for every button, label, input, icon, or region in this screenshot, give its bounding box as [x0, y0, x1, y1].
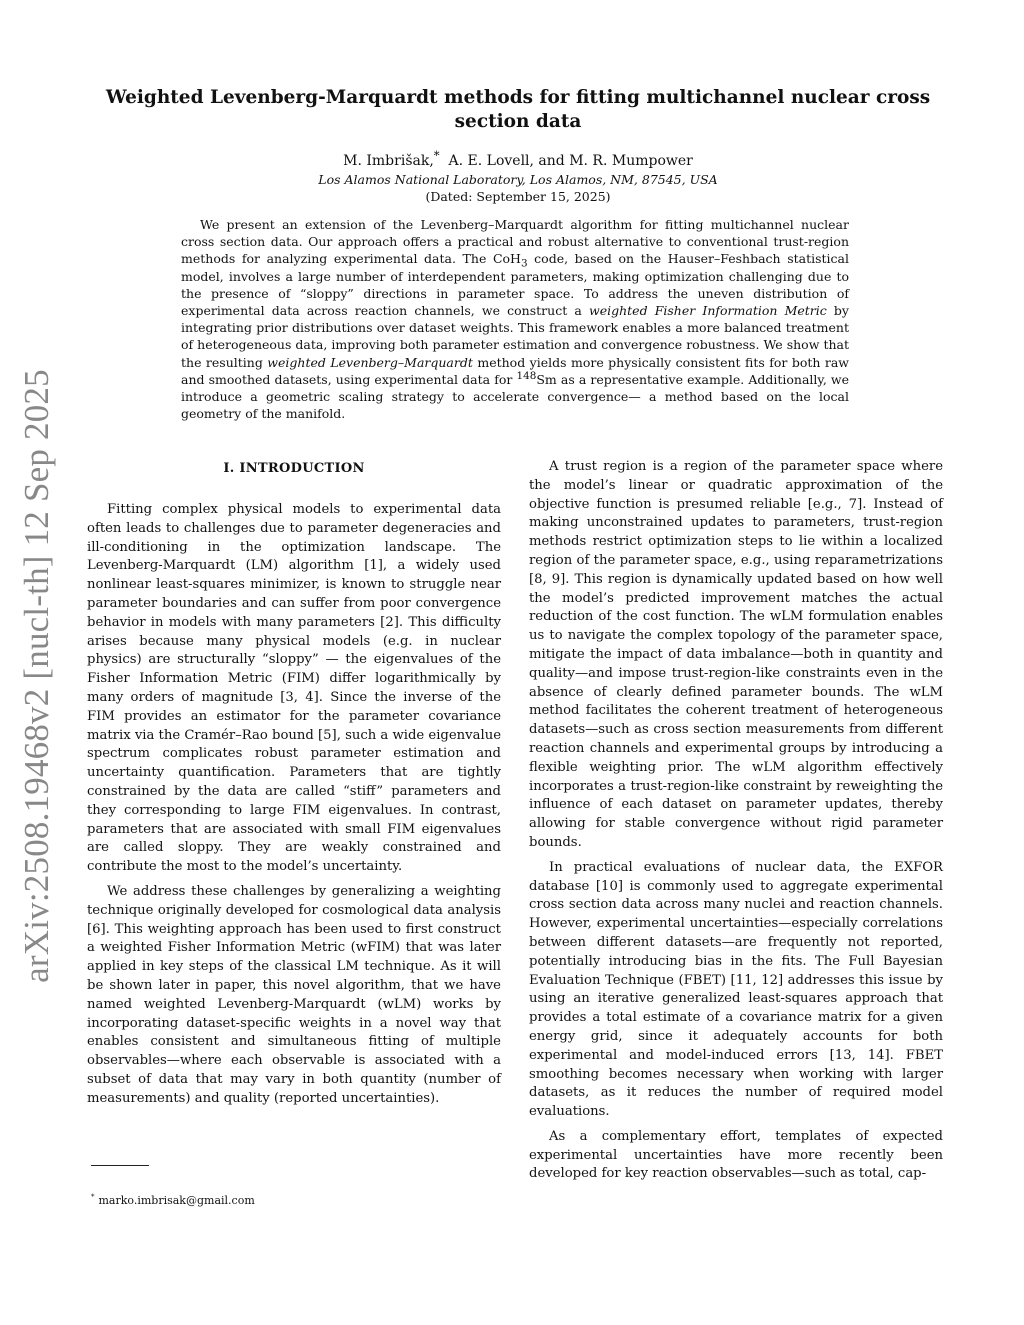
section-heading-introduction: I. INTRODUCTION — [223, 461, 365, 476]
footnote-email-link[interactable]: marko.imbrisak@gmail.com — [98, 1194, 255, 1207]
abstract-text-2: code, based on the Hauser–Feshbach statistical model, involves a large number of interdependent parameters, making optimization challenging due to the presence of “sloppy” directions in parameter space. To address the uneven distribution of experimental data across reaction channels, we construct a — [181, 251, 849, 319]
author-others: A. E. Lovell, and M. R. Mumpower — [448, 153, 693, 169]
body-paragraph: We address these challenges by generalizing a weighting technique originally developed for cosmological data analysis [6]. This weighting approach has been used to first construct a weighted Fisher Information Metric (wFIM) that was later applied in key steps of the classical LM technique. As it will be shown later in paper, this novel algorithm, that we have named weighted Levenberg-Marquardt (wLM) works by incorporating dataset-specific weights in a novel way that enables consistent and simultaneous fitting of multiple observables—where each observable is associated with a subset of data that may vary in both quantity (number of measurements) and quality (reported uncertainties). — [87, 883, 501, 1106]
abstract-text-5: Sm as a representative example. Additionally, we introduce a geometric scaling strategy to accelerate convergence— a method based on the local geometry of the manifold. — [181, 371, 850, 422]
author-primary: M. Imbrišak, — [343, 153, 434, 169]
right-column — [529, 458, 943, 1190]
abstract-emphasis-wfim: weighted Fisher Information Metric — [589, 303, 827, 319]
body-paragraph: A trust region is a region of the parameter space where the model’s linear or quadratic approximation of the objective function is presumed reliable [e.g., 7]. Instead of making unconstrained updates to parameters, trust-region methods restrict optimization steps to lie within a localized region of the parameter space, e.g., using reparametrizations [8, 9]. This region is dynamically updated based on how well the model’s predicted improvement matches the actual reduction of the cost function. The wLM formulation enables us to navigate the complex topology of the parameter space, mitigate the impact of data imbalance—both in quantity and quality—and impose trust-region-like constraints even in the absence of clearly defined parameter bounds. The wLM method facilitates the coherent treatment of heterogeneous datasets—such as cross section measurements from different reaction channels and experimental groups by introducing a flexible weighting prior. The wLM algorithm effectively incorporates a trust-region-like constraint by reweighting the influence of each dataset on parameter updates, thereby allowing for stable convergence without rigid parameter bounds. — [529, 459, 943, 850]
body-paragraph: In practical evaluations of nuclear data, the EXFOR database [10] is commonly used to aggregate experimental cross section data across many nuclei and reaction channels. However, experimental uncertainties—especially correlations between different datasets—are frequently not reported, potentially introducing bias in the fits. The Full Bayesian Evaluation Technique (FBET) [11, 12] addresses this issue by using an iterative generalized least-squares approach that provides a total estimate of a covariance matrix for a given energy grid, since it adequately accounts for both experimental and model-induced errors [13, 14]. FBET smoothing becomes necessary when working with larger datasets, as it reduces the number of required model evaluations. — [529, 859, 943, 1120]
footnote-divider — [91, 1165, 149, 1166]
date-line: (Dated: September 15, 2025) — [425, 189, 611, 204]
footnote — [91, 1194, 255, 1208]
author-footnote-mark[interactable]: * — [433, 148, 440, 163]
abstract-subscript: 3 — [520, 257, 528, 270]
abstract-text-3: by integrating prior distributions over dataset weights. This framework enables a more balanced treatment of heterogeneous data, improving both parameter estimation and convergence robustness. We show that the resulting — [181, 303, 849, 370]
paper-title: Weighted Levenberg-Marquardt methods for fitting multichannel nuclear cross section data — [105, 87, 931, 132]
abstract — [181, 216, 849, 422]
abstract-text-4: method yields more physically consistent fits for both raw and smoothed datasets, using experimental data for — [181, 354, 850, 387]
arxiv-identifier-stamp — [12, 362, 62, 990]
affiliation: Los Alamos National Laboratory, Los Alamos, NM, 87545, USA — [318, 172, 718, 187]
body-paragraph: As a complementary effort, templates of expected experimental uncertainties have more recently been developed for key reaction observables—such as total, cap- — [529, 1128, 943, 1182]
abstract-emphasis-wlm: weighted Levenberg–Marquardt — [267, 354, 473, 370]
footnote-mark: * — [91, 1193, 95, 1202]
abstract-superscript: 148 — [516, 369, 537, 382]
arxiv-identifier-text: arXiv:2508.19468v2 [nucl-th] 12 Sep 2025 — [17, 369, 56, 983]
left-column — [87, 458, 501, 1115]
abstract-text-1: We present an extension of the Levenberg–Marquardt algorithm for fitting multichannel nuclear cross section data. Our approach offers a practical and robust alternative to conventional trust-region methods for analyzing experimental data. The CoH — [181, 217, 849, 267]
body-paragraph: Fitting complex physical models to experimental data often leads to challenges due to parameter degeneracies and ill-conditioning in the optimization landscape. The Levenberg-Marquardt (LM) algorithm [1], a widely used nonlinear least-squares minimizer, is known to struggle near parameter boundaries and can suffer from poor convergence behavior in models with many parameters [2]. This difficulty arises because many physical models (e.g. in nuclear physics) are structurally “sloppy” — the eigenvalues of the Fisher Information Metric (FIM) differ logarithmically by many orders of magnitude [3, 4]. Since the inverse of the FIM provides an estimator for the parameter covariance matrix via the Cramér–Rao bound [5], such a wide eigenvalue spectrum complicates robust parameter estimation and uncertainty quantification. Parameters that are tightly constrained by the data are called “stiff” parameters and they corresponding to large FIM eigenvalues. In contrast, parameters that are associated with small FIM eigenvalues are called sloppy. They are weakly constrained and contribute the most to the model’s uncertainty. — [87, 502, 502, 875]
author-list — [88, 148, 948, 170]
